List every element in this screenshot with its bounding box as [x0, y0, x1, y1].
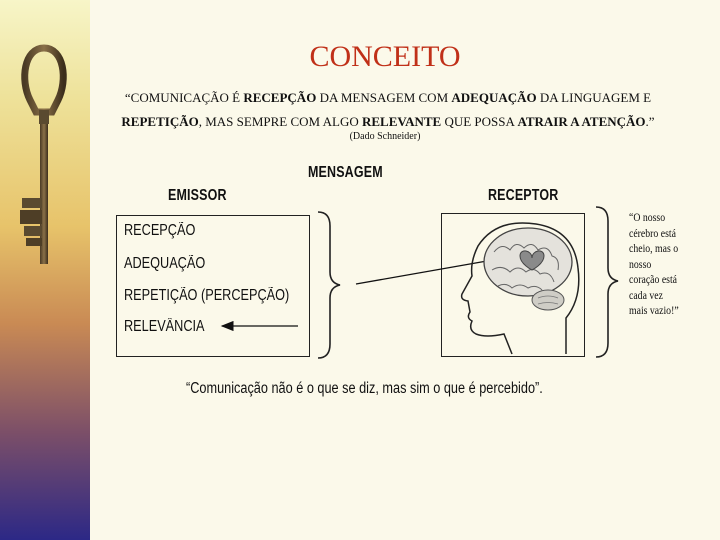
message-arrow	[356, 258, 504, 284]
quote-bold: RECEPÇÃO	[243, 90, 317, 105]
quote-bold: ATRAIR A ATENÇÃO	[517, 114, 646, 129]
receptor-quote-line: coração está	[629, 274, 678, 286]
quote-text: “COMUNICAÇÃO É	[124, 90, 244, 105]
quote-bold: ADEQUAÇÃO	[451, 90, 537, 105]
quote-author: (Dado Schneider)	[349, 131, 421, 142]
receptor-quote-line: “O nosso	[629, 212, 666, 224]
left-brace	[318, 212, 340, 358]
receptor-quote-line: cheio, mas o	[629, 243, 679, 255]
mensagem-label: MENSAGEM	[308, 164, 383, 181]
slide-title: CONCEITO	[309, 40, 461, 73]
quote-text: DA MENSAGEM COM	[316, 90, 452, 105]
quote-bold: REPETIÇÃO	[121, 114, 199, 129]
receptor-quote-line: cada vez	[629, 289, 663, 302]
bottom-quote: “Comunicação não é o que se diz, mas sim o que é percebido”.	[186, 380, 543, 397]
quote-text: , MAS SEMPRE COM ALGO	[198, 114, 362, 129]
quote-text: DA LINGUAGEM E	[536, 90, 652, 105]
receptor-label: RECEPTOR	[488, 187, 559, 204]
quote-text: .”	[645, 114, 655, 129]
emissor-item: REPETIÇÃO (PERCEPÇÃO)	[124, 287, 290, 304]
emissor-item: RECEPÇÃO	[124, 222, 196, 239]
receptor-quote-line: nosso	[629, 258, 652, 271]
receptor-quote-line: mais vazio!”	[629, 305, 679, 317]
emissor-item: ADEQUAÇÃO	[124, 255, 206, 272]
emissor-label: EMISSOR	[168, 187, 227, 204]
receptor-quote-line: cérebro está	[629, 227, 676, 240]
emissor-item: RELEVÂNCIA	[124, 318, 205, 335]
quote-text: QUE POSSA	[441, 114, 518, 129]
quote-bold: RELEVANTE	[361, 114, 442, 129]
head-brain-heart-icon	[462, 223, 579, 354]
right-brace	[596, 207, 618, 357]
